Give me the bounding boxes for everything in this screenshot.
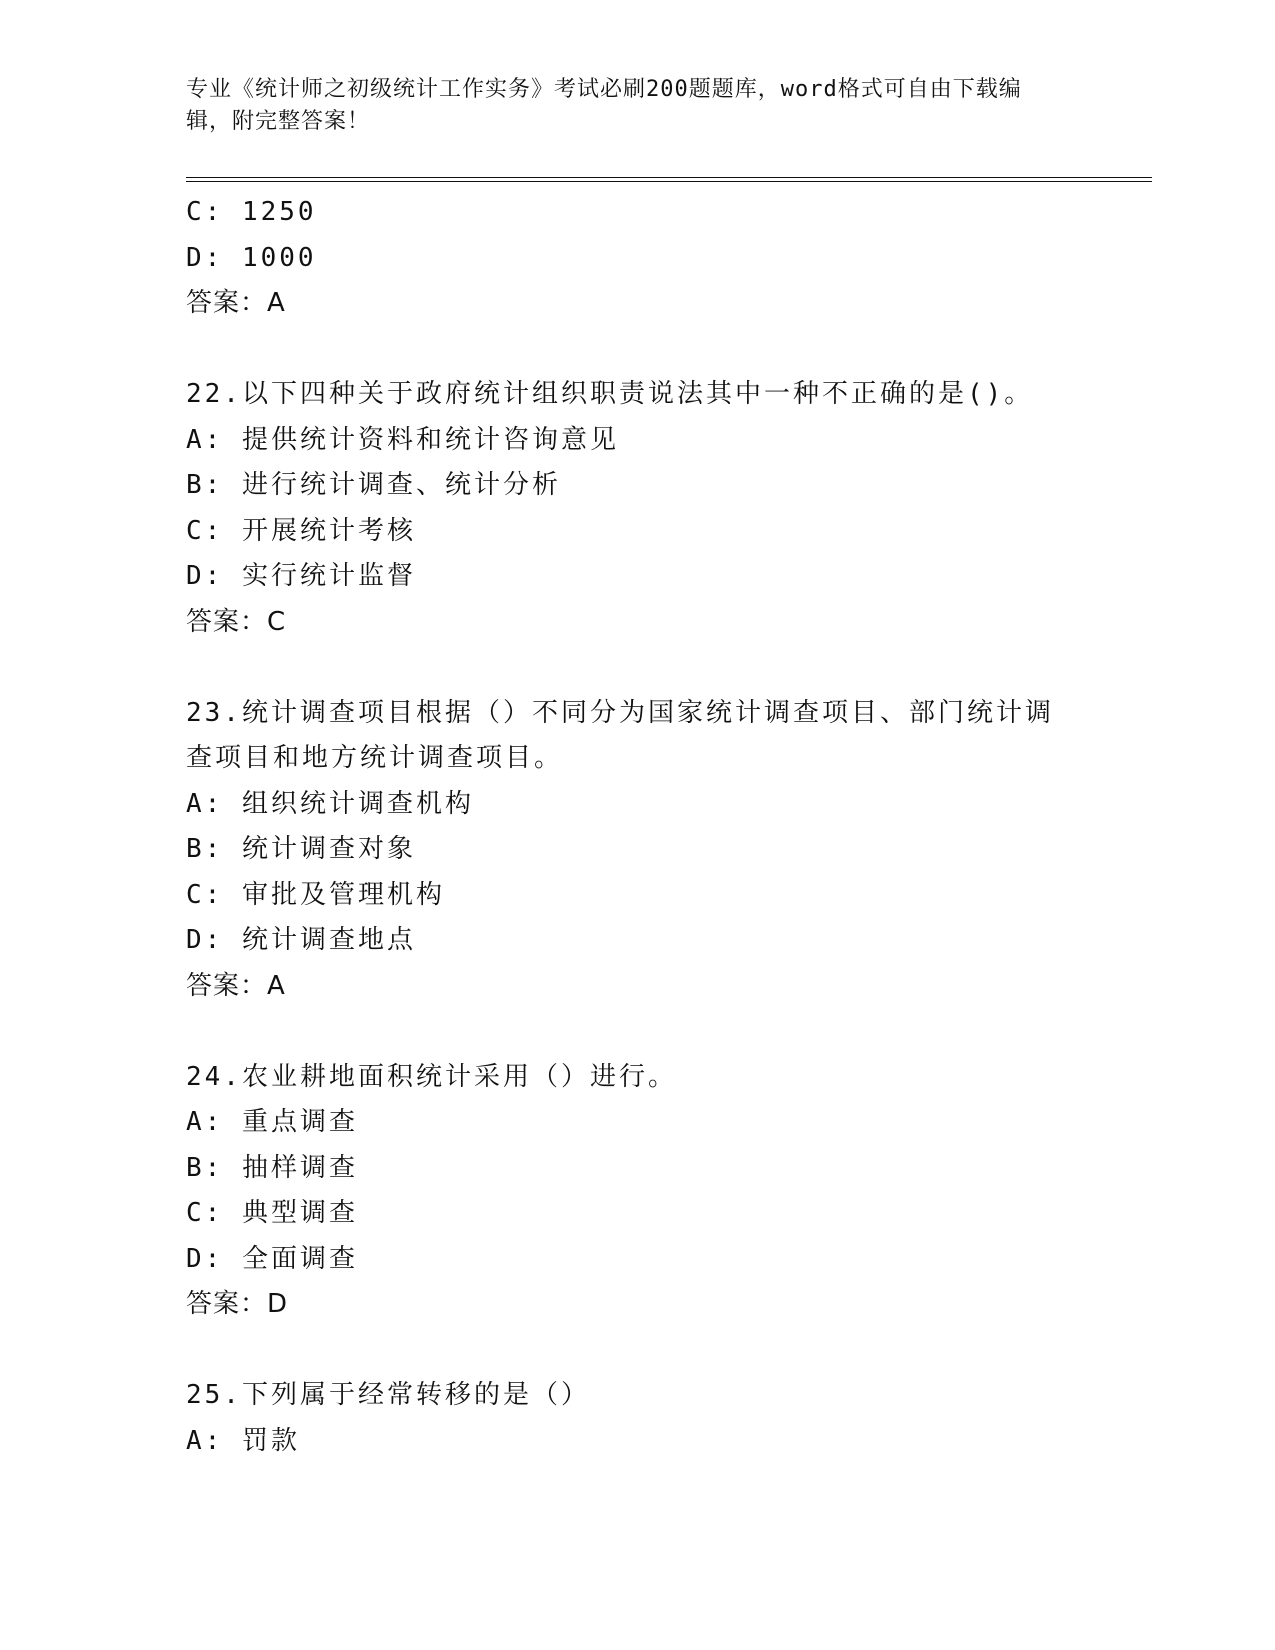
header-rule-bottom bbox=[186, 181, 1152, 182]
page-header: 专业《统计师之初级统计工作实务》考试必刷200题题库，word格式可自由下载编辑，附完整答案！ bbox=[186, 77, 1022, 134]
option-a: A: 提供统计资料和统计咨询意见 bbox=[186, 424, 619, 455]
header-rule-top bbox=[186, 177, 1152, 178]
question-title: 22.以下四种关于政府统计组织职责说法其中一种不正确的是()。 bbox=[186, 379, 1034, 409]
question-title: 23.统计调查项目根据（）不同分为国家统计调查项目、部门统计调查项目和地方统计调查项目。 bbox=[186, 697, 1054, 773]
option-b: B: 统计调查对象 bbox=[186, 834, 416, 864]
option-a: A: 重点调查 bbox=[186, 1107, 358, 1137]
option-d: D: 1000 bbox=[186, 242, 317, 273]
answer-line: 答案：D bbox=[186, 1289, 289, 1319]
answer-line: 答案：A bbox=[186, 970, 286, 1001]
option-c: C: 1250 bbox=[186, 197, 317, 227]
answer-line: 答案：A bbox=[186, 288, 286, 318]
question-content bbox=[186, 190, 1086, 1464]
answer-line: 答案：C bbox=[186, 606, 287, 637]
option-b: B: 进行统计调查、统计分析 bbox=[186, 470, 561, 500]
option-c: C: 开展统计考核 bbox=[186, 515, 416, 546]
option-a: A: 罚款 bbox=[186, 1425, 300, 1456]
option-c: C: 典型调查 bbox=[186, 1198, 358, 1228]
option-b: B: 抽样调查 bbox=[186, 1152, 358, 1183]
option-c: C: 审批及管理机构 bbox=[186, 879, 445, 910]
option-a: A: 组织统计调查机构 bbox=[186, 788, 474, 819]
option-d: D: 全面调查 bbox=[186, 1243, 358, 1274]
option-d: D: 统计调查地点 bbox=[186, 925, 416, 955]
question-title: 24.农业耕地面积统计采用（）进行。 bbox=[186, 1061, 677, 1092]
option-d: D: 实行统计监督 bbox=[186, 561, 416, 591]
question-title: 25.下列属于经常转移的是（） bbox=[186, 1380, 590, 1410]
